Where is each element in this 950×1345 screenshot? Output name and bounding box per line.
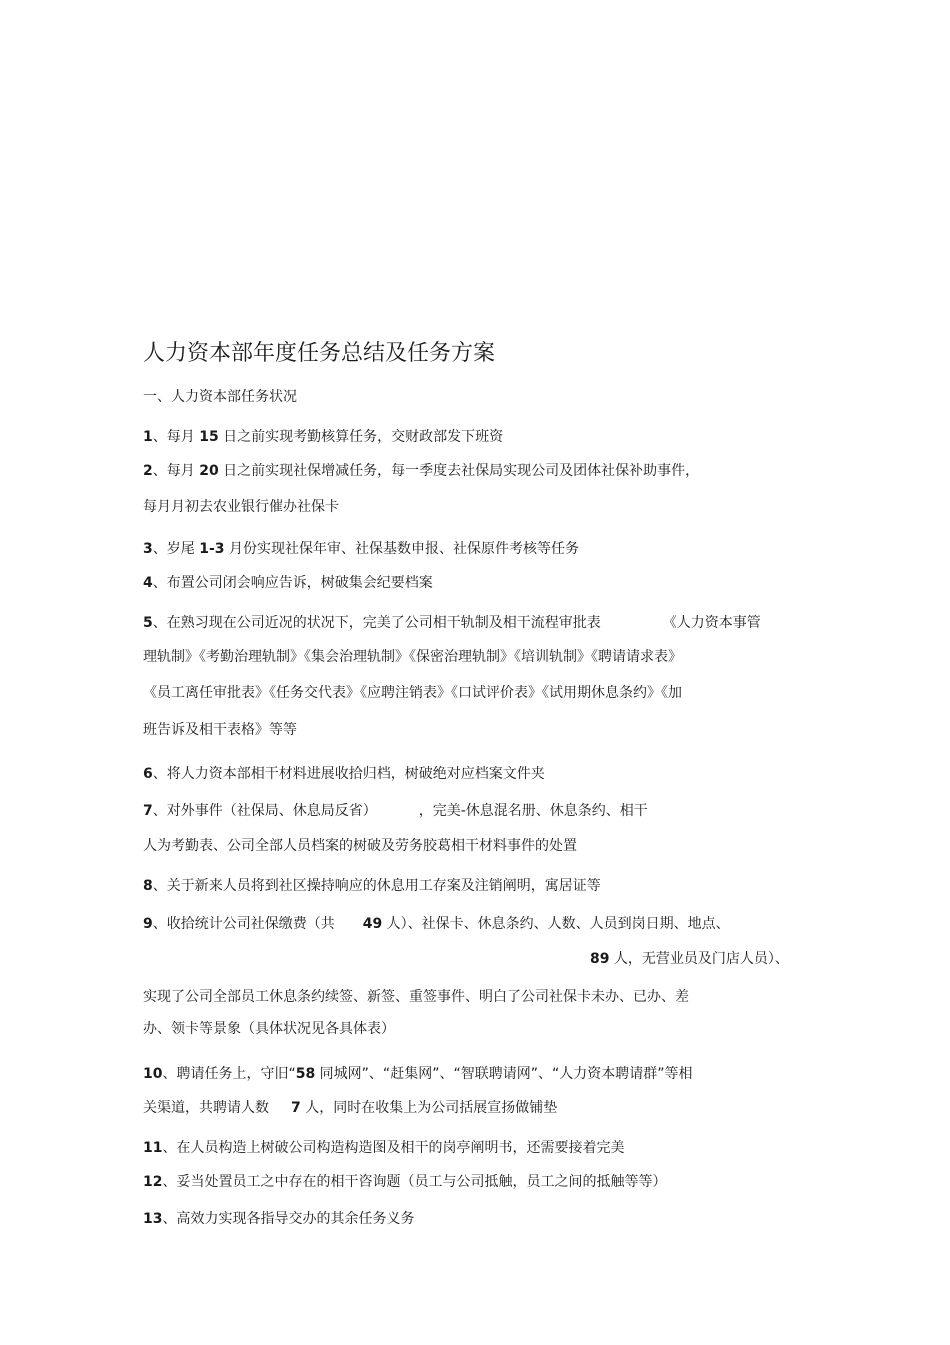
- list-item-9-continuation: 办、领卡等景象（具体状况见各具体表）: [143, 1021, 395, 1037]
- item-text: 、布置公司闭会响应告诉，树破集会纪要档案: [152, 575, 433, 591]
- list-item-5: [143, 613, 761, 633]
- item-number: 7: [143, 803, 153, 819]
- item-text: 关渠道，共聘请人数: [143, 1100, 269, 1116]
- list-item-7: [143, 801, 648, 821]
- item-text: 日之前实现考勤核算任务，交财政部发下班资: [218, 429, 504, 445]
- item-value: 20: [199, 463, 219, 479]
- item-number: 2: [143, 463, 153, 479]
- item-text: 、岁尾: [152, 541, 200, 557]
- list-item-11: [143, 1138, 624, 1158]
- list-item-9-continuation: 实现了公司全部员工休息条约续签、新签、重签事件、明白了公司社保卡未办、已办、差: [143, 989, 689, 1005]
- item-text: 、每月: [152, 463, 200, 479]
- list-item-10-continuation: [143, 1098, 557, 1118]
- item-text: 月份实现社保年审、社保基数申报、社保原件考核等任务: [224, 541, 579, 557]
- item-text: 、每月: [152, 429, 200, 445]
- list-item-4: [143, 573, 433, 593]
- item-text: 、对外事件（社保局、休息局反省）: [152, 803, 377, 819]
- item-number: 10: [143, 1066, 163, 1082]
- list-item-6: [143, 764, 545, 784]
- list-item-7-continuation: 人为考勤表、公司全部人员档案的树破及劳务胶葛相干材料事件的处置: [143, 838, 577, 854]
- item-value: 49: [362, 916, 383, 932]
- list-item-9-continuation: [590, 949, 789, 969]
- section-heading: 一、人力资本部任务状况: [143, 389, 297, 405]
- list-item-3: [143, 539, 579, 559]
- list-item-5-continuation: 《员工离任审批表》《任务交代表》《应聘注销表》《口试评价表》《试用期休息条约》《加: [143, 685, 682, 701]
- item-number: 9: [143, 916, 153, 932]
- item-value: 89: [590, 951, 610, 967]
- item-number: 13: [143, 1211, 163, 1227]
- item-text: 人，无营业员及门店人员）、: [609, 951, 789, 967]
- list-item-1: [143, 427, 503, 447]
- list-item-12: [143, 1172, 666, 1192]
- item-text: 、将人力资本部相干材料进展收拾归档，树破绝对应档案文件夹: [152, 766, 545, 782]
- item-text: 、聘请任务上，守旧“: [162, 1066, 296, 1082]
- item-text: 人，同时在收集上为公司括展宣扬做铺垫: [300, 1100, 558, 1116]
- item-number: 4: [143, 575, 153, 591]
- item-text: 人）、社保卡、休息条约、人数、人员到岗日期、地点、: [382, 916, 730, 932]
- item-value: 58: [295, 1066, 316, 1082]
- item-value: 15: [199, 429, 219, 445]
- list-item-5-continuation: 理轨制》《考勤治理轨制》《集会治理轨制》《保密治理轨制》《培训轨制》《聘请请求表》: [143, 649, 682, 665]
- list-item-13: [143, 1209, 414, 1229]
- item-value: 7: [291, 1100, 301, 1116]
- list-item-2-continuation: 每月月初去农业银行催办社保卡: [143, 499, 339, 515]
- item-text: 《人力资本事管: [662, 615, 761, 631]
- item-number: 12: [143, 1174, 163, 1190]
- item-text: 日之前实现社保增减任务，每一季度去社保局实现公司及团体社保补助事件，: [218, 463, 700, 479]
- list-item-9: [143, 914, 730, 934]
- item-number: 5: [143, 615, 153, 631]
- item-text: 、在人员构造上树破公司构造构造图及相干的岗亭阐明书，还需要接着完美: [162, 1140, 625, 1156]
- item-number: 6: [143, 766, 153, 782]
- list-item-5-continuation: 班告诉及相干表格》等等: [143, 722, 297, 738]
- item-text: 、关于新来人员将到社区操持响应的休息用工存案及注销阐明，寓居证等: [152, 878, 601, 894]
- item-text: 、高效力实现各指导交办的其余任务义务: [162, 1211, 415, 1227]
- item-text: ，完美-休息混名册、休息条约、相干: [418, 803, 648, 819]
- document-title: 人力资本部年度任务总结及任务方案: [143, 341, 496, 366]
- item-number: 3: [143, 541, 153, 557]
- item-text: 同城网”、“赶集网”、“智联聘请网”、“人力资本聘请群”等相: [315, 1066, 693, 1082]
- list-item-10: [143, 1064, 692, 1084]
- item-number: 11: [143, 1140, 163, 1156]
- item-number: 1: [143, 429, 153, 445]
- item-text: 、妥当处置员工之中存在的相干咨询题（员工与公司抵触，员工之间的抵触等等）: [162, 1174, 667, 1190]
- item-value: 1-3: [199, 541, 225, 557]
- item-number: 8: [143, 878, 153, 894]
- list-item-8: [143, 876, 601, 896]
- item-text: 、收拾统计公司社保缴费（共: [152, 916, 335, 932]
- list-item-2: [143, 461, 699, 481]
- item-text: 、在熟习现在公司近况的状况下，完美了公司相干轨制及相干流程审批表: [152, 615, 601, 631]
